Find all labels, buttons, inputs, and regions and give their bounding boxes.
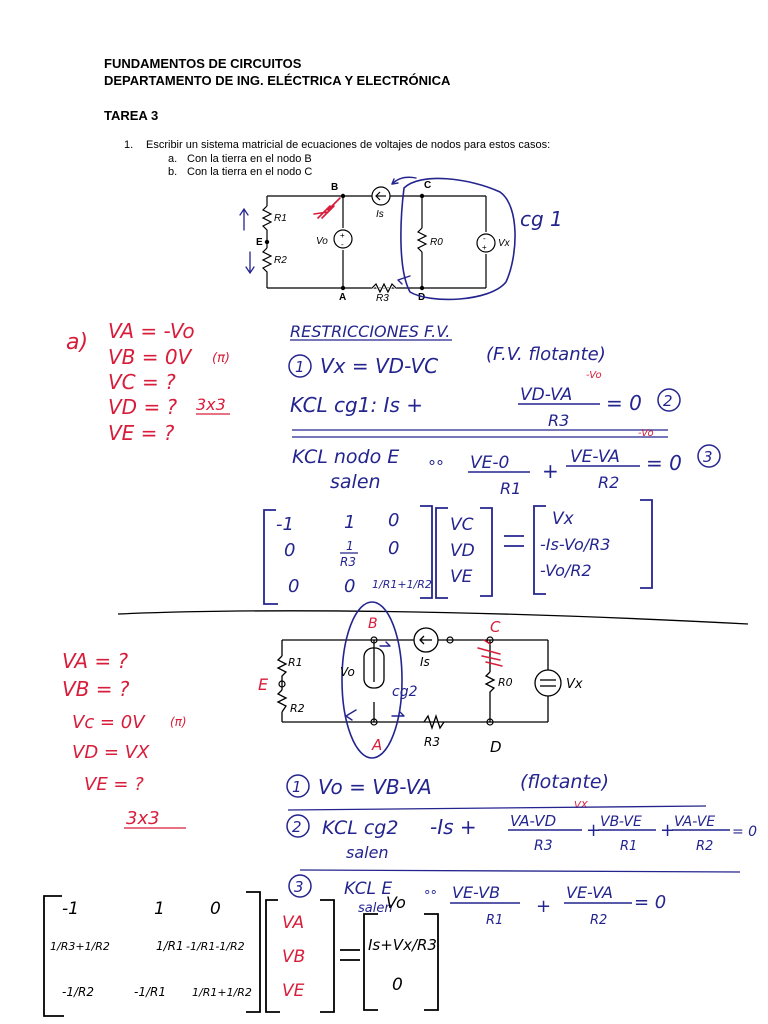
part-b-kcl-e — [289, 875, 666, 928]
label-node-e: E — [256, 237, 263, 248]
pb-x1: VA — [282, 913, 305, 933]
pa-b3: -Vo/R2 — [540, 561, 592, 580]
case-b-text: Con la tierra en el nodo C — [187, 166, 313, 178]
label-r0: R0 — [430, 237, 443, 248]
ground-symbol-b — [314, 198, 340, 218]
label-r3: R3 — [376, 293, 389, 304]
part-b-va: VA = ? — [62, 649, 129, 673]
pa-m13: 0 — [388, 510, 400, 531]
hb-node-a: A — [372, 736, 383, 754]
pa-m22: 1 — [346, 539, 354, 553]
section-divider — [118, 611, 748, 624]
part-b-vd: VD = VX — [72, 742, 150, 763]
kcl-cg1-sub: -Vo — [586, 370, 602, 381]
node-dot-c — [420, 194, 424, 198]
pb-f1-sub: VX — [574, 800, 588, 811]
pb-f3-num: VA-VE — [674, 814, 716, 830]
pb-m33: 1/R1+1/R2 — [192, 986, 252, 999]
part-a-ve: VE = ? — [108, 421, 175, 445]
pb-kcl3-f2-den: R2 — [590, 913, 608, 928]
node-dot-d — [420, 286, 424, 290]
vx-minus-sign: - — [483, 234, 486, 243]
eq3-number: 3 — [703, 448, 713, 466]
course-title: FUNDAMENTOS DE CIRCUITOS — [104, 56, 302, 71]
part-a-vc: VC = ? — [108, 370, 176, 394]
pb-kcl2-body: -Is + — [430, 815, 477, 839]
current-arrow-up — [240, 209, 248, 230]
homework-title: TAREA 3 — [104, 108, 159, 123]
current-arrow-down — [246, 252, 254, 273]
vo-minus-sign: - — [341, 240, 344, 249]
kcl-e-f1-num: VE-0 — [470, 453, 510, 473]
pb-kcl3-f2-num: VE-VA — [566, 883, 613, 902]
kcl-e-f1-den: R1 — [500, 479, 522, 498]
case-b-label: b. — [168, 166, 178, 178]
pa-x2: VD — [450, 541, 475, 561]
pb-kcl3-colon: °° — [424, 889, 437, 904]
eq1-constraint: Vx = VD-VC — [320, 354, 439, 378]
pb-b3: 0 — [392, 975, 403, 995]
kcl-e-plus: + — [542, 459, 559, 483]
pb-m22: 1/R1 — [156, 939, 184, 953]
label-node-d: D — [418, 292, 426, 303]
part-a-vb-note: (π) — [212, 351, 230, 366]
hb-vo: Vo — [340, 665, 355, 679]
pb-m31: -1/R2 — [62, 985, 94, 999]
pa-m32: 0 — [344, 576, 356, 597]
hb-r0: R0 — [498, 676, 513, 689]
pb-f3-tail: = 0 — [732, 824, 758, 840]
pa-x3: VE — [450, 567, 473, 587]
part-b-vb: VB = ? — [62, 677, 130, 701]
hb-r2: R2 — [290, 702, 305, 715]
pa-m12: 1 — [344, 512, 356, 533]
label-node-c: C — [424, 180, 432, 191]
pb-f3-den: R2 — [696, 839, 714, 854]
label-r2: R2 — [274, 255, 287, 266]
pb-f2-den: R1 — [620, 839, 638, 854]
pb-plus2: + — [660, 820, 676, 841]
pa-m33: 1/R1+1/R2 — [372, 578, 432, 591]
kcl-cg1-denominator: R3 — [548, 411, 570, 430]
pb-eq1-note: (flotante) — [520, 771, 609, 793]
pb-kcl3-plus: + — [536, 896, 552, 917]
pa-x1: VC — [450, 515, 474, 535]
hb-node-d: D — [490, 738, 502, 756]
pb-kcl2-salen: salen — [346, 843, 389, 862]
pb-f1-den: R3 — [534, 838, 553, 854]
node-dot-a — [341, 286, 345, 290]
part-a-va: VA = -Vo — [108, 319, 195, 343]
kcl-cg1-equals: = 0 — [606, 391, 642, 415]
label-r1: R1 — [274, 213, 287, 224]
kcl-cg1-numerator: VD-VA — [520, 385, 573, 405]
kcl-e-f2-den: R2 — [598, 473, 620, 492]
part-b-vc: Vc = 0V — [72, 712, 145, 733]
pb-b1: Vo — [386, 893, 406, 912]
pa-m31: 0 — [288, 576, 300, 597]
pb-kcl2-label: KCL cg2 — [322, 817, 399, 839]
part-b-vc-note: (π) — [170, 715, 187, 729]
hb-vx: Vx — [566, 677, 583, 692]
kcl-e-f2-sub: -Vo — [638, 428, 654, 439]
node-dot-e — [265, 240, 269, 244]
kcl-node-e-colon: °° — [428, 457, 444, 476]
pb-m12: 1 — [154, 899, 165, 919]
pb-eq1-number: 1 — [292, 778, 302, 796]
hb-cg2: cg2 — [392, 684, 418, 700]
pb-kcl3-f1-num: VE-VB — [452, 883, 501, 902]
pa-m21: 0 — [284, 540, 296, 561]
pb-eq1: Vo = VB-VA — [318, 775, 432, 799]
part-b-node-values — [62, 649, 187, 829]
hb-is: Is — [420, 655, 430, 669]
part-a-node-values — [66, 319, 230, 445]
part-a-size: 3x3 — [196, 395, 226, 414]
case-a-label: a. — [168, 153, 178, 165]
pb-plus1: + — [586, 820, 602, 841]
pb-eq3-number: 3 — [294, 878, 304, 896]
hb-r3: R3 — [424, 735, 440, 749]
hb-r1: R1 — [288, 656, 303, 669]
pa-b2: -Is-Vo/R3 — [540, 535, 611, 554]
handdrawn-nodes — [279, 637, 493, 725]
part-b-equations — [287, 771, 757, 862]
problem-number: 1. — [124, 139, 134, 151]
part-a-equations — [289, 322, 680, 430]
pb-f2-num: VB-VE — [600, 814, 642, 830]
pb-kcl3-equals: = 0 — [634, 892, 667, 913]
eq1-number: 1 — [295, 358, 305, 376]
pb-kcl3-label: KCL E — [344, 879, 393, 899]
kcl-e-equals: = 0 — [646, 451, 682, 475]
label-vx: Vx — [498, 238, 510, 249]
pb-m11: -1 — [62, 899, 79, 919]
pb-eq2-number: 2 — [292, 818, 302, 836]
vx-plus-sign: + — [482, 243, 487, 252]
pa-m11: -1 — [276, 514, 294, 535]
pb-kcl3-salen: salen — [358, 901, 393, 916]
part-a-matrix-entries — [276, 509, 610, 597]
pb-f1-num: VA-VD — [510, 812, 557, 830]
part-a-label: a) — [66, 330, 89, 355]
part-b-ve: VE = ? — [84, 774, 144, 795]
part-a-vd: VD = ? — [108, 395, 178, 419]
pb-m13: 0 — [210, 899, 221, 919]
kcl-cg1-label: KCL cg1: Is + — [290, 393, 423, 417]
pb-m23: -1/R1-1/R2 — [186, 940, 245, 953]
label-cg1: cg 1 — [520, 207, 563, 231]
kcl-node-e-label: KCL nodo E — [292, 446, 400, 468]
part-a-kcl-node-e — [292, 428, 720, 498]
kcl-node-e-salen: salen — [330, 471, 381, 493]
pa-b1: Vx — [552, 509, 574, 529]
kcl-e-f2-num: VE-VA — [570, 447, 620, 467]
restrictions-title: RESTRICCIONES F.V. — [290, 322, 451, 341]
hb-node-e: E — [258, 675, 269, 694]
pa-m23: 0 — [388, 538, 400, 559]
node-dot-b — [341, 194, 345, 198]
typed-circuit — [263, 187, 495, 292]
problem-statement: Escribir un sistema matricial de ecuaciones de voltajes de nodos para estos casos: — [146, 139, 551, 151]
pa-m22-den: R3 — [340, 555, 356, 569]
part-b-size: 3x3 — [126, 808, 160, 829]
pb-m21: 1/R3+1/R2 — [50, 940, 110, 953]
eq1-note: (F.V. flotante) — [486, 344, 606, 365]
hb-node-c: C — [490, 618, 501, 636]
handdrawn-circuit — [278, 628, 561, 728]
label-is: Is — [376, 209, 384, 220]
pb-kcl3-f1-den: R1 — [486, 913, 504, 928]
vo-plus-sign: + — [340, 231, 345, 240]
case-a-text: Con la tierra en el nodo B — [187, 153, 312, 165]
label-node-a: A — [339, 292, 347, 303]
pb-b2: Is+Vx/R3 — [368, 936, 437, 954]
handdrawn-circuit-annotations — [342, 602, 502, 758]
part-a-vb: VB = 0V — [108, 345, 192, 369]
label-node-b: B — [331, 182, 339, 193]
department-title: DEPARTAMENTO DE ING. ELÉCTRICA Y ELECTRÓNICA — [104, 73, 451, 88]
eq2-number: 2 — [663, 392, 673, 410]
pb-x2: VB — [282, 947, 306, 967]
hb-node-b: B — [368, 616, 378, 632]
pb-m32: -1/R1 — [134, 985, 166, 999]
pb-x3: VE — [282, 981, 305, 1001]
label-vo: Vo — [316, 236, 328, 247]
